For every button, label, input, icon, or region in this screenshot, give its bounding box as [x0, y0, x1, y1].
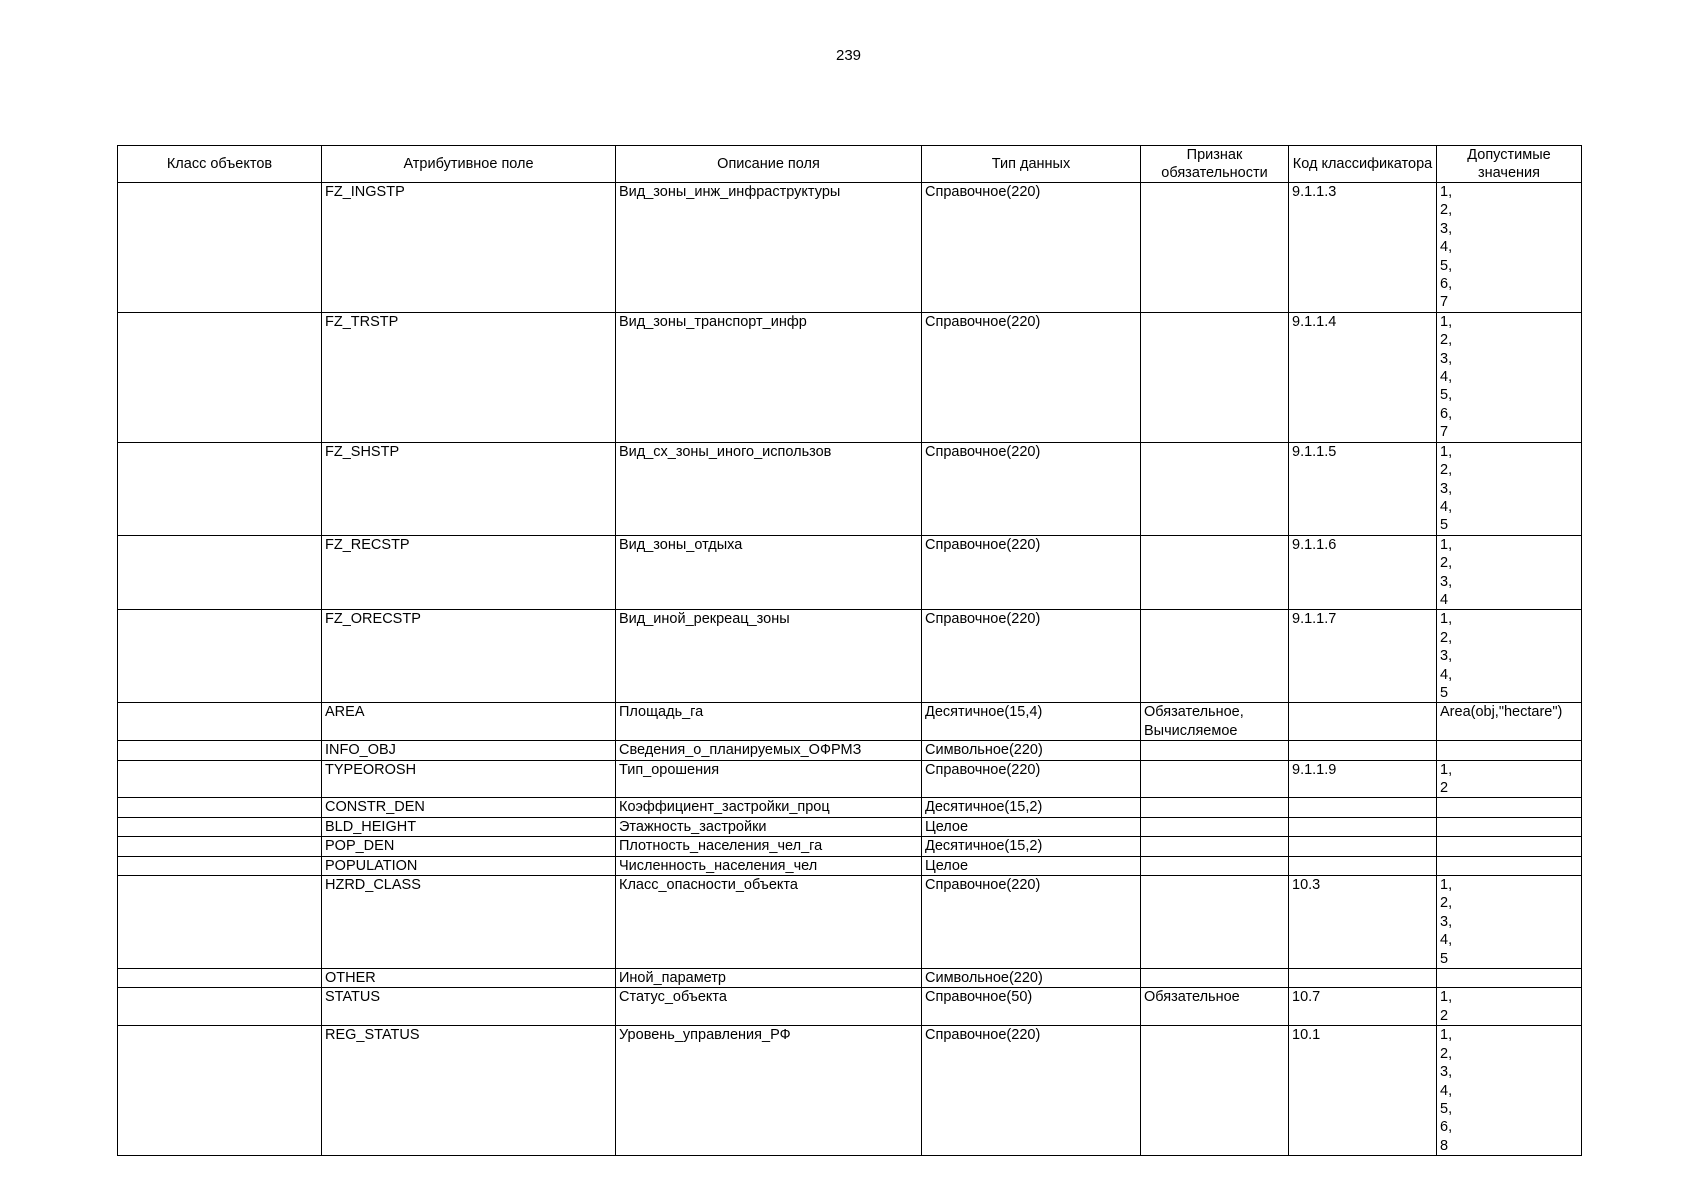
cell-description: Плотность_населения_чел_га: [616, 837, 922, 856]
cell-class: [118, 535, 322, 610]
cell-data-type: Справочное(220): [922, 876, 1141, 969]
table-row: [118, 610, 1582, 703]
cell-classifier-code: [1289, 856, 1437, 875]
table-row: [118, 183, 1582, 313]
cell-field: FZ_SHSTP: [322, 442, 616, 535]
cell-field: TYPEOROSH: [322, 760, 616, 798]
cell-data-type: Справочное(220): [922, 312, 1141, 442]
cell-data-type: Целое: [922, 856, 1141, 875]
cell-class: [118, 969, 322, 988]
cell-class: [118, 703, 322, 741]
cell-required: [1141, 1026, 1289, 1156]
cell-description: Иной_параметр: [616, 969, 922, 988]
cell-description: Этажность_застройки: [616, 817, 922, 836]
cell-classifier-code: 10.3: [1289, 876, 1437, 969]
cell-class: [118, 610, 322, 703]
cell-description: Тип_орошения: [616, 760, 922, 798]
cell-classifier-code: 9.1.1.9: [1289, 760, 1437, 798]
cell-allowed-values: 1, 2, 3, 4, 5: [1437, 442, 1582, 535]
cell-required: [1141, 856, 1289, 875]
cell-allowed-values: [1437, 856, 1582, 875]
cell-field: HZRD_CLASS: [322, 876, 616, 969]
cell-classifier-code: [1289, 741, 1437, 760]
cell-data-type: Справочное(220): [922, 183, 1141, 313]
cell-allowed-values: [1437, 798, 1582, 817]
cell-field: BLD_HEIGHT: [322, 817, 616, 836]
cell-required: [1141, 741, 1289, 760]
cell-classifier-code: [1289, 703, 1437, 741]
cell-class: [118, 741, 322, 760]
table-row: [118, 442, 1582, 535]
cell-description: Уровень_управления_РФ: [616, 1026, 922, 1156]
table-row: [118, 837, 1582, 856]
cell-data-type: Десятичное(15,2): [922, 798, 1141, 817]
table-row: [118, 741, 1582, 760]
cell-classifier-code: 9.1.1.3: [1289, 183, 1437, 313]
table-row: [118, 856, 1582, 875]
column-header: Класс объектов: [118, 146, 322, 183]
cell-required: [1141, 535, 1289, 610]
cell-class: [118, 988, 322, 1026]
cell-required: [1141, 610, 1289, 703]
cell-allowed-values: 1, 2, 3, 4, 5, 6, 7: [1437, 312, 1582, 442]
cell-classifier-code: [1289, 817, 1437, 836]
cell-description: Вид_зоны_транспорт_инфр: [616, 312, 922, 442]
cell-field: REG_STATUS: [322, 1026, 616, 1156]
table-row: [118, 988, 1582, 1026]
cell-data-type: Справочное(220): [922, 442, 1141, 535]
cell-field: INFO_OBJ: [322, 741, 616, 760]
cell-class: [118, 312, 322, 442]
cell-description: Статус_объекта: [616, 988, 922, 1026]
cell-required: [1141, 876, 1289, 969]
cell-description: Класс_опасности_объекта: [616, 876, 922, 969]
cell-classifier-code: 10.1: [1289, 1026, 1437, 1156]
page-number: 239: [835, 47, 862, 64]
cell-class: [118, 876, 322, 969]
column-header: Атрибутивное поле: [322, 146, 616, 183]
cell-data-type: Целое: [922, 817, 1141, 836]
table-row: [118, 312, 1582, 442]
cell-description: Сведения_о_планируемых_ОФРМЗ: [616, 741, 922, 760]
cell-allowed-values: [1437, 817, 1582, 836]
cell-field: FZ_ORECSTP: [322, 610, 616, 703]
cell-allowed-values: 1, 2: [1437, 760, 1582, 798]
cell-class: [118, 183, 322, 313]
cell-description: Численность_населения_чел: [616, 856, 922, 875]
table-row: [118, 1026, 1582, 1156]
attribute-table: [117, 145, 1582, 1156]
cell-allowed-values: 1, 2, 3, 4, 5: [1437, 876, 1582, 969]
cell-description: Вид_иной_рекреац_зоны: [616, 610, 922, 703]
cell-required: [1141, 798, 1289, 817]
column-header: Описание поля: [616, 146, 922, 183]
cell-field: OTHER: [322, 969, 616, 988]
cell-data-type: Справочное(220): [922, 610, 1141, 703]
cell-allowed-values: 1, 2, 3, 4, 5, 6, 8: [1437, 1026, 1582, 1156]
cell-allowed-values: 1, 2, 3, 4, 5: [1437, 610, 1582, 703]
cell-data-type: Десятичное(15,4): [922, 703, 1141, 741]
cell-required: [1141, 442, 1289, 535]
cell-classifier-code: [1289, 837, 1437, 856]
cell-field: CONSTR_DEN: [322, 798, 616, 817]
table-header-row: [118, 146, 1582, 183]
cell-required: [1141, 969, 1289, 988]
cell-field: FZ_TRSTP: [322, 312, 616, 442]
cell-classifier-code: 10.7: [1289, 988, 1437, 1026]
table-row: [118, 760, 1582, 798]
cell-required: [1141, 817, 1289, 836]
cell-classifier-code: [1289, 798, 1437, 817]
cell-data-type: Справочное(220): [922, 1026, 1141, 1156]
cell-classifier-code: 9.1.1.4: [1289, 312, 1437, 442]
cell-data-type: Справочное(50): [922, 988, 1141, 1026]
table-row: [118, 798, 1582, 817]
cell-required: [1141, 760, 1289, 798]
cell-data-type: Символьное(220): [922, 969, 1141, 988]
cell-required: Обязательное, Вычисляемое: [1141, 703, 1289, 741]
table-body: [118, 183, 1582, 1156]
table-row: [118, 535, 1582, 610]
column-header: Допустимые значения: [1437, 146, 1582, 183]
cell-allowed-values: 1, 2: [1437, 988, 1582, 1026]
cell-class: [118, 856, 322, 875]
cell-class: [118, 817, 322, 836]
table-row: [118, 817, 1582, 836]
cell-class: [118, 798, 322, 817]
cell-data-type: Символьное(220): [922, 741, 1141, 760]
cell-field: FZ_INGSTP: [322, 183, 616, 313]
cell-allowed-values: [1437, 969, 1582, 988]
cell-allowed-values: 1, 2, 3, 4: [1437, 535, 1582, 610]
cell-required: Обязательное: [1141, 988, 1289, 1026]
cell-field: POPULATION: [322, 856, 616, 875]
cell-allowed-values: 1, 2, 3, 4, 5, 6, 7: [1437, 183, 1582, 313]
cell-data-type: Справочное(220): [922, 535, 1141, 610]
cell-class: [118, 760, 322, 798]
cell-allowed-values: Area(obj,"hectare"): [1437, 703, 1582, 741]
cell-description: Площадь_га: [616, 703, 922, 741]
cell-allowed-values: [1437, 741, 1582, 760]
cell-data-type: Справочное(220): [922, 760, 1141, 798]
cell-field: AREA: [322, 703, 616, 741]
cell-description: Вид_сх_зоны_иного_использов: [616, 442, 922, 535]
cell-allowed-values: [1437, 837, 1582, 856]
cell-field: POP_DEN: [322, 837, 616, 856]
cell-description: Вид_зоны_отдыха: [616, 535, 922, 610]
cell-description: Вид_зоны_инж_инфраструктуры: [616, 183, 922, 313]
column-header: Признак обязательности: [1141, 146, 1289, 183]
cell-required: [1141, 312, 1289, 442]
cell-field: STATUS: [322, 988, 616, 1026]
cell-class: [118, 1026, 322, 1156]
cell-classifier-code: 9.1.1.6: [1289, 535, 1437, 610]
cell-required: [1141, 183, 1289, 313]
cell-classifier-code: [1289, 969, 1437, 988]
column-header: Тип данных: [922, 146, 1141, 183]
cell-class: [118, 442, 322, 535]
cell-classifier-code: 9.1.1.7: [1289, 610, 1437, 703]
table-row: [118, 876, 1582, 969]
column-header: Код классификатора: [1289, 146, 1437, 183]
cell-required: [1141, 837, 1289, 856]
cell-description: Коэффициент_застройки_проц: [616, 798, 922, 817]
cell-class: [118, 837, 322, 856]
cell-field: FZ_RECSTP: [322, 535, 616, 610]
cell-classifier-code: 9.1.1.5: [1289, 442, 1437, 535]
cell-data-type: Десятичное(15,2): [922, 837, 1141, 856]
table-row: [118, 703, 1582, 741]
table-row: [118, 969, 1582, 988]
